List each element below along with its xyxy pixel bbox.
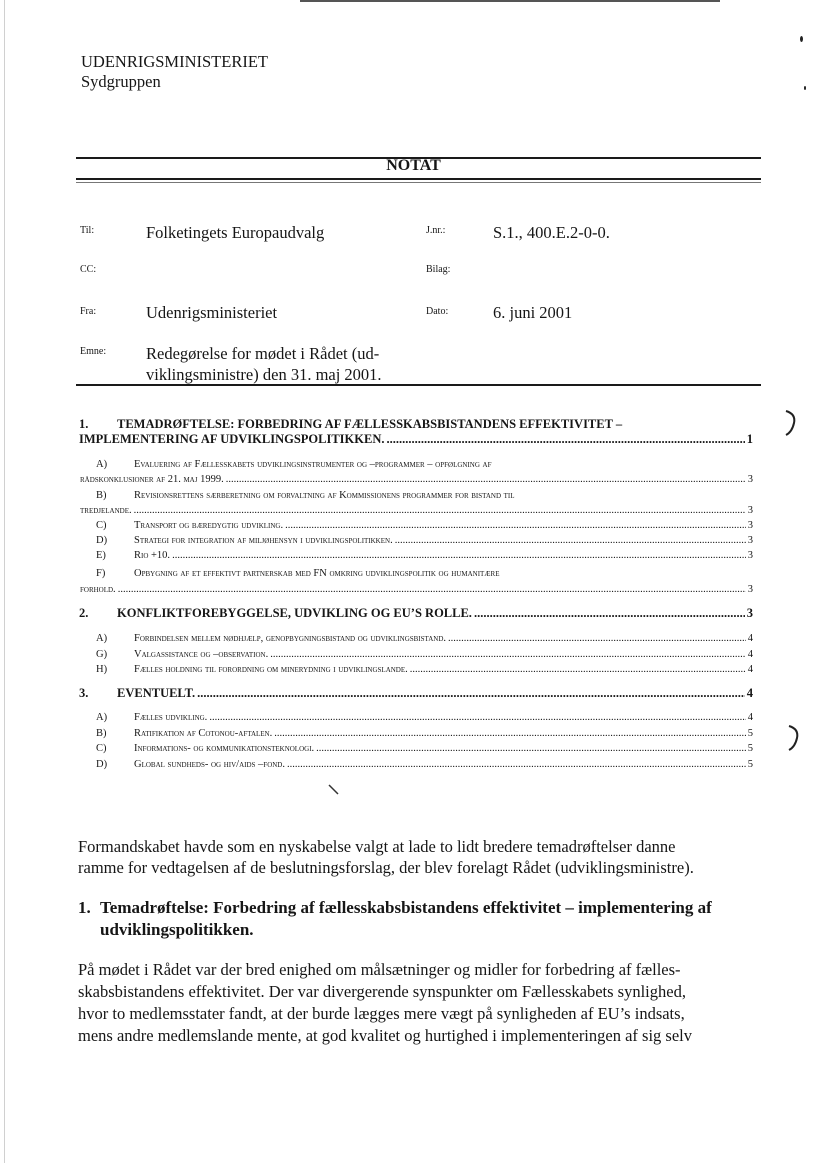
section-heading-number: 1. [78,898,91,917]
toc-item-title: Fælles udvikling. [134,712,208,723]
dato-value: 6. juni 2001 [493,303,573,322]
toc-item-page: 3 [747,550,753,561]
toc-item [96,518,753,533]
toc-leader [285,518,746,533]
section-heading [78,896,768,919]
toc-item [96,457,753,472]
toc-section-1-page: 1 [746,432,753,446]
toc-item-page: 5 [747,743,753,754]
toc-leader [474,605,745,621]
toc-item-title: Forbindelsen mellem nødhjælp, genopbygningsbistand og udviklingsbistand. [134,633,447,644]
toc-item-letter: A) [96,712,108,723]
toc-item-letter: A) [96,459,108,470]
toc-leader [270,647,746,662]
toc-item [96,488,753,503]
toc-section-2-title: KONFLIKTFOREBYGGELSE, UDVIKLING OG EU’S ROLLE. [117,606,472,620]
toc-section-1-number: 1. [79,417,89,431]
toc-item-title: Informations- og kommunikationsteknologi. [134,743,315,754]
toc-item [96,647,753,662]
toc-item-title-cont: forhold. [80,584,116,595]
fra-label: Fra: [80,306,97,317]
toc-item-letter: F) [96,568,106,579]
toc-item [96,726,753,741]
paragraph-line: På mødet i Rådet var der bred enighed om målsætninger og midler for forbedring af fælles- [78,960,681,979]
toc-item-page: 5 [747,759,753,770]
toc-item-title: Opbygning af et effektivt partnerskab med FN omkring udviklingspolitik og humanitære [134,568,500,579]
emne-label: Emne: [80,346,107,357]
group-name: Sydgruppen [81,72,161,91]
toc-item-page: 3 [747,474,753,485]
toc-leader [209,710,745,725]
toc-item-page: 4 [747,664,753,675]
toc-leader [287,757,746,772]
paragraph-line: hvor to medlemsstater fandt, at der burde lægges mere vægt på synligheden af EU’s indsats, [78,1004,685,1023]
toc-item [80,472,753,487]
intro-line: ramme for vedtagelsen af de beslutningsforslag, der blev forelagt Rådet (udviklingsministre). [78,858,694,877]
toc-item [96,533,753,548]
toc-item-letter: E) [96,550,106,561]
paragraph-line: mens andre medlemslande mente, at god kvalitet og hurtighed i implementeringen af sig selv [78,1026,692,1045]
toc-leader [410,662,746,677]
toc-item-title: Valgassistance og –observation. [134,649,269,660]
toc-item [80,582,753,597]
scan-mark-icon [327,783,341,797]
toc-section-3-number: 3. [79,686,89,700]
toc-section-2-page: 3 [746,606,753,620]
toc-section-3-title: EVENTUELT. [117,686,196,700]
toc-section-2 [79,605,753,621]
intro-line: Formandskabet havde som en nyskabelse valgt at lade to lidt bredere temadrøftelser danne [78,837,676,856]
toc-item-title: Fælles holdning til forordning om minerydning i udviklingslande. [134,664,408,675]
toc-leader [386,431,744,447]
toc-leader [316,741,746,756]
toc-item [96,710,753,725]
toc-item [96,757,753,772]
toc-item-page: 3 [747,520,753,531]
toc-item [80,503,753,518]
toc-section-1-line2 [79,431,753,447]
toc-item-page: 5 [747,728,753,739]
toc-item-letter: C) [96,520,107,531]
toc-item-title: Rio +10. [134,550,171,561]
toc-item-page: 4 [747,649,753,660]
toc-item-page: 3 [747,535,753,546]
toc-item-letter: H) [96,664,108,675]
toc-item-title: Strategi for integration af miljøhensyn i udviklingspolitikken. [134,535,393,546]
emne-value-line2: viklingsministre) den 31. maj 2001. [146,365,382,384]
dato-label: Dato: [426,306,449,317]
margin-bracket-icon [786,723,802,753]
toc-section-1-title-line2: IMPLEMENTERING AF UDVIKLINGSPOLITIKKEN. [79,432,385,446]
fra-value: Udenrigsministeriet [146,303,278,322]
toc-leader [172,548,746,563]
toc-section-3 [79,685,753,701]
toc-item-letter: B) [96,728,107,739]
toc-leader [197,685,745,701]
margin-bracket-icon [783,408,799,438]
toc-item [96,631,753,646]
til-value: Folketingets Europaudvalg [146,223,325,242]
toc-section-3-page: 4 [746,686,753,700]
toc-section-1-title-line1: TEMADRØFTELSE: FORBEDRING AF FÆLLESSKABSBISTANDENS EFFEKTIVITET – [117,417,623,431]
toc-item-title-cont: rådskonklusioner af 21. maj 1999. [80,474,224,485]
toc-item-page: 3 [747,584,753,595]
toc-leader [448,631,746,646]
emne-value-line1: Redegørelse for mødet i Rådet (ud- [146,344,380,363]
til-label: Til: [80,225,95,236]
toc-item-title: Transport og bæredygtig udvikling. [134,520,284,531]
toc-item-title: Revisionsrettens særberetning om forvaltning af Kommissionens programmer for bistand til [134,490,515,501]
toc-item [96,741,753,756]
toc-item-letter: B) [96,490,107,501]
bilag-label: Bilag: [426,264,451,275]
toc-item [96,566,753,581]
paragraph-line: skabsbistandens effektivitet. Der var divergerende synspunkter om Fællesskabets synlighed, [78,982,686,1001]
toc-item-letter: C) [96,743,107,754]
toc-item-title: Ratifikation af Cotonou-aftalen. [134,728,273,739]
toc-item [96,662,753,677]
toc-leader [134,503,746,518]
toc-item-page: 4 [747,633,753,644]
toc-leader [395,533,746,548]
toc-section-1-line1 [79,416,753,432]
doc-type-title: NOTAT [386,157,441,174]
toc-item-page: 3 [747,505,753,516]
jnr-value: S.1., 400.E.2-0-0. [493,223,610,242]
toc-item-title: Evaluering af Fællesskabets udviklingsinstrumenter og –programmer – opfølgning af [134,459,492,470]
toc-item-page: 4 [747,712,753,723]
cc-label: CC: [80,264,97,275]
toc-leader [274,726,746,741]
section-heading-line1: Temadrøftelse: Forbedring af fællesskabsbistandens effektivitet – implementering af [100,898,712,917]
toc-item-letter: D) [96,535,108,546]
toc-section-2-number: 2. [79,606,89,620]
toc-item-title: Global sundheds- og hiv/aids –fond. [134,759,285,770]
toc-leader [118,582,746,597]
jnr-label: J.nr.: [426,225,446,236]
toc-item-letter: G) [96,649,108,660]
section-heading-line2: udviklingspolitikken. [100,920,254,939]
toc-item-letter: A) [96,633,108,644]
toc-item [96,548,753,563]
ministry-name: UDENRIGSMINISTERIET [81,52,268,71]
toc-leader [226,472,746,487]
toc-item-title-cont: tredjelande. [80,505,132,516]
toc-item-letter: D) [96,759,108,770]
